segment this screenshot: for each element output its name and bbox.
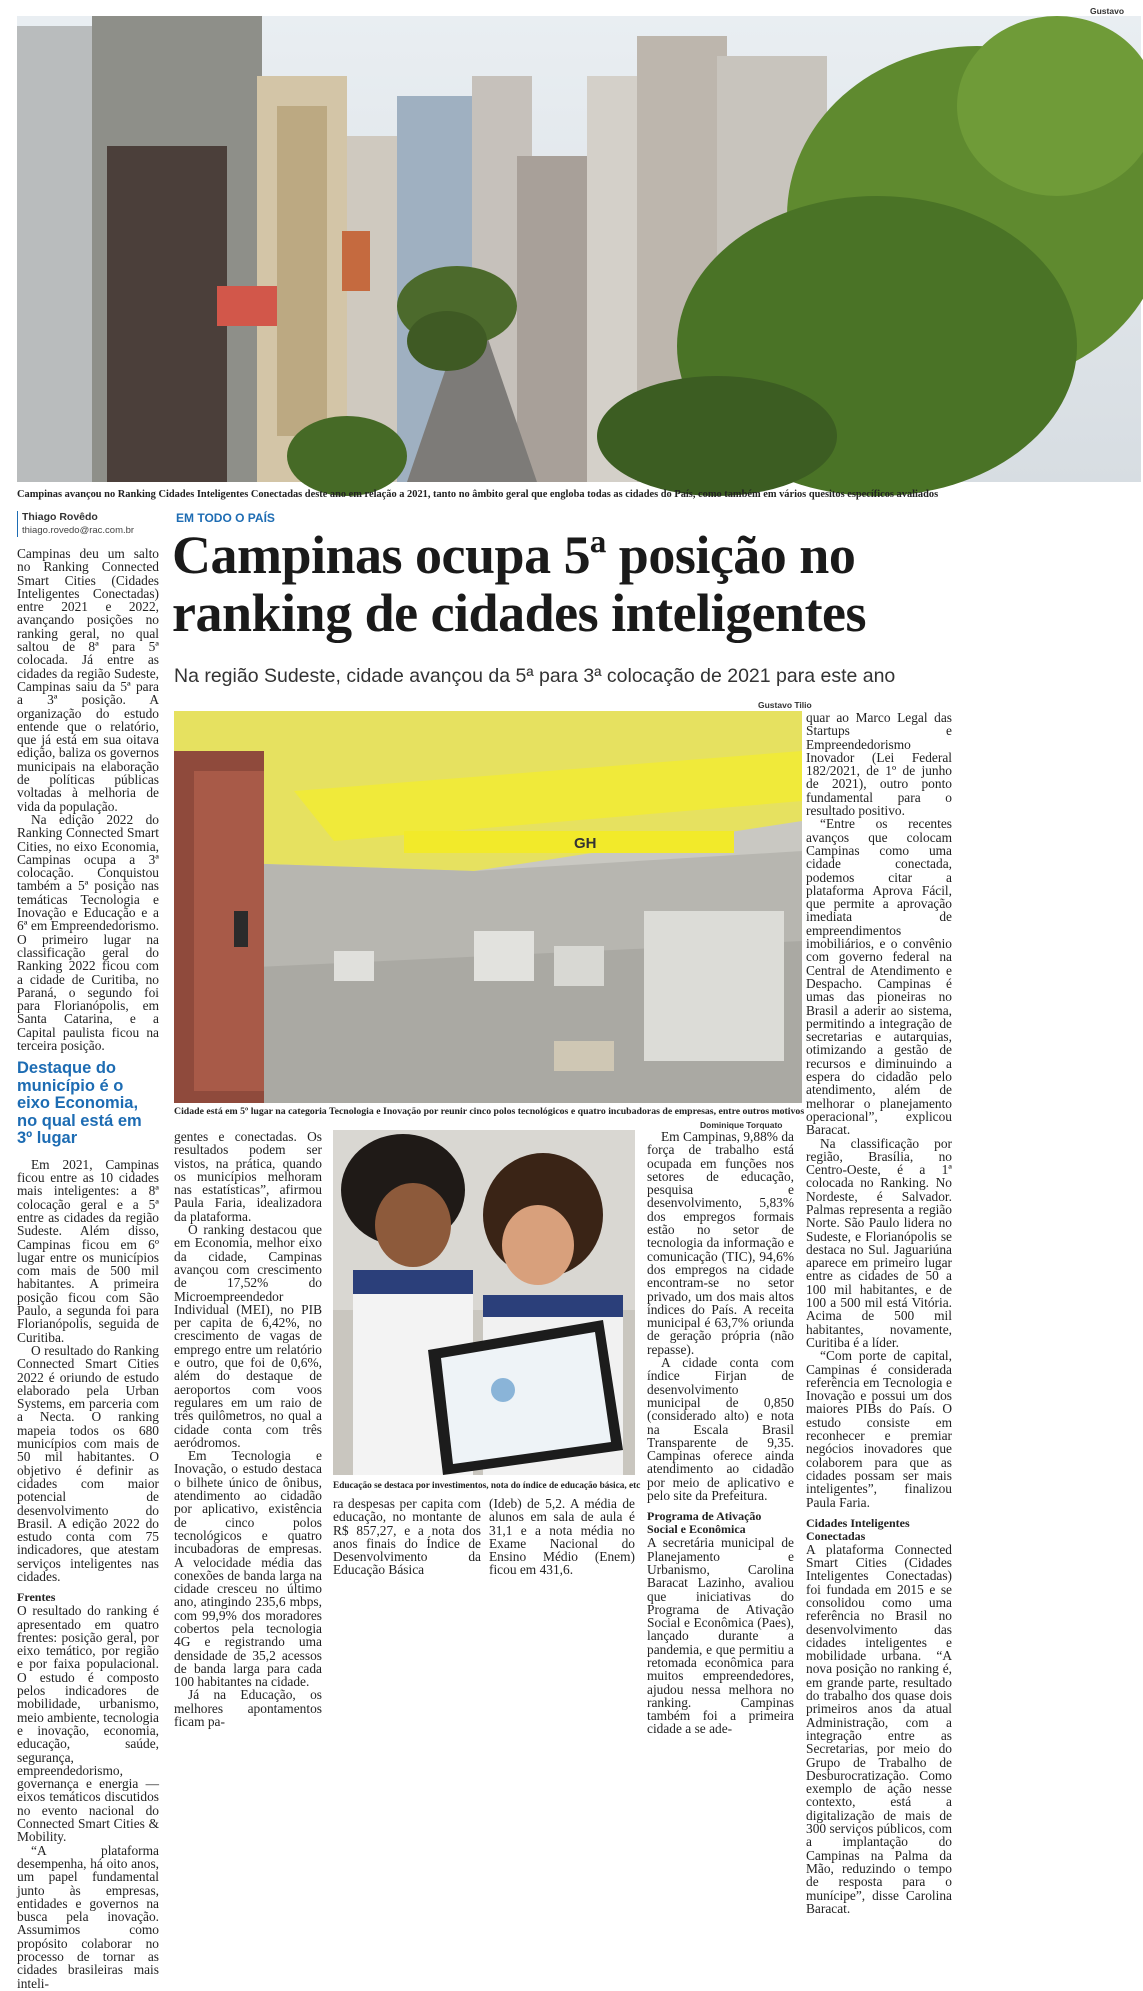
- byline-author: Thiago Rovêdo: [22, 511, 98, 523]
- col5-paragraph: Em Campinas, 9,88% da força de trabalho está ocupada em funções nos setores de educação, pesquisa e desenvolvimento, 5,83% dos empregos formais estão no setor de tecnologia da informação e comunicação (TIC), 94,6% dos empregos na cidade encontram-se no setor privado, um dos mais altos índices do País. A receita municipal é 63,7% oriunda de geração própria (não repasse).: [647, 1129, 794, 1357]
- article-column-6: [806, 710, 952, 1916]
- col2-paragraph: O ranking destacou que em Economia, melhor eixo da cidade, Campinas avançou com crescimento de 17,52% do Microempreendedor Individual (MEI), no PIB per capita de 6,42%, no crescimento de vagas de emprego entre um relatório e outro, que foi de 0,6%, além do destaque de aeroportos com voos regulares em um raio de três quilômetros, no qual a cidade conta com três aeródromos.: [174, 1222, 322, 1450]
- subhead-cidades: Cidades Inteligentes Conectadas: [806, 1515, 910, 1543]
- subheadline: Na região Sudeste, cidade avançou da 5ª para 3ª colocação de 2021 para este ano: [174, 665, 896, 687]
- edu-photo-students: [333, 1130, 635, 1475]
- article-column-3: [333, 1497, 481, 1859]
- article-column-4: [489, 1497, 635, 1859]
- headline: [172, 526, 1142, 642]
- crane-beam: [404, 831, 734, 853]
- highlight-subhead: Destaque do município é o eixo Economia, no qual está em 3º lugar: [17, 1059, 142, 1148]
- headline-line1: Campinas ocupa 5ª posição no: [172, 525, 856, 585]
- col2-paragraph: Em Tecnologia e Inovação, o estudo destaca o bilhete único de ônibus, atendimento ao cidadão por aplicativo, existência de cinco polos tecnológicos e quatro incubadoras de empresas. A velocidade média das conexões de banda larga na cidade cresceu no último ano, atingindo 235,6 mbps, com 99,9% dos moradores cobertos pela tecnologia 4G e registrando uma densidade de 35,2 acessos de banda larga para cada 100 habitantes na cidade.: [174, 1448, 322, 1690]
- subhead-frentes: Frentes: [17, 1590, 56, 1605]
- col5-paragraph: A secretária municipal de Planejamento e Urbanismo, Carolina Baracat Lazinho, avaliou que iniciativas do Programa de Ativação Social e Econômica (Paes), lançado durante a pandemia, e que permitiu a retomada econômica para muitos empreendedores, ajudou nessa melhora no ranking. Campinas também foi a primeira cidade a se ade-: [647, 1535, 794, 1737]
- col6-paragraph: “Com porte de capital, Campinas é considerada referência em Tecnologia e Inovação e possui um dos maiores PIBs do País. O estudo consiste em reconhecer e premiar negócios inovadores que colaborem para que as cidades possam ser mais inteligentes”, finalizou Paula Faria.: [806, 1348, 952, 1510]
- top-photo-credit: Gustavo: [1090, 6, 1125, 16]
- col6-paragraph: “Entre os recentes avanços que colocam Campinas como uma cidade conectada, podemos citar a plataforma Aprova Fácil, que permite a aprovação imediata de empreendimentos imobiliários, e o convênio com governo federal na Central de Atendimento e Despacho. Campinas é umas das pioneiras no Brasil a aderir ao sistema, permitindo a integração de secretarias e autarquias, otimizando a gestão de recursos e diminuindo a espera do cidadão pelo atendimento, além de melhorar o planejamento operacional”, explicou Baracat.: [806, 816, 952, 1138]
- col2-paragraph: gentes e conectadas. Os resultados podem ser vistos, na prática, quando os municípios melhoram nas estatísticas”, afirmou Paula Faria, idealizadora da plataforma.: [174, 1129, 322, 1224]
- col1-paragraph: Campinas deu um salto no Ranking Connected Smart Cities (Cidades Inteligentes Conectadas) entre 2021 e 2022, avançando posições no ranking geral, no qual saltou de 8ª para 5ª colocada. Já entre as cidades da região Sudeste, Campinas saiu da 5ª para a 3ª posição. A organização do estudo entende que o relatório, que já está em sua oitava edição, baliza os governos municipais na elaboração de políticas públicas voltadas à melhoria de vida da população.: [17, 546, 159, 814]
- lab-photo-credit: Gustavo Tilio: [758, 700, 812, 710]
- byline-rule: [17, 511, 18, 537]
- col1-paragraph: Em 2021, Campinas ficou entre as 10 cidades mais inteligentes: a 8ª colocação geral e a 5ª entre as cidades da região Sudeste. Além disso, Campinas ficou em 6º lugar entre os municípios com mais de 500 mil habitantes. A primeira posição ficou com São Paulo, a segunda foi para Florianópolis, seguida de Curitiba.: [17, 1156, 159, 1345]
- article-column-5: [647, 1130, 794, 1859]
- byline-email: thiago.rovedo@rac.com.br: [22, 525, 135, 536]
- crane-label: GH: [574, 835, 597, 852]
- lab-photo-sirius: [174, 711, 802, 1103]
- col5-paragraph: A cidade conta com índice Firjan de desenvolvimento municipal de 0,850 (considerado alto) e nota na Escala Brasil Transparente de 9,35. Campinas oferece ainda atendimento ao cidadão por meio de aplicativo e pelo site da Prefeitura.: [647, 1355, 794, 1504]
- edu-photo-credit: Dominique Torquato: [700, 1120, 783, 1130]
- edu-photo-caption: Educação se destaca por investimentos, nota do índice de educação básica, etc: [333, 1481, 641, 1491]
- col3-paragraph: ra despesas per capita com educação, no montante de R$ 857,27, e a nota dos anos finais do Índice de Desenvolvimento da Educação Básica: [333, 1496, 481, 1578]
- col4-paragraph: (Ideb) de 5,2. A média de alunos em sala de aula é 31,1 e a nota média no Exame Nacional do Ensino Médio (Enem) ficou em 431,6.: [489, 1496, 635, 1578]
- col1-paragraph: “A plataforma desempenha, há oito anos, um papel fundamental junto às empresas, entidades e governos na busca pela inovação. Assumimos como propósito colaborar no processo de tornar as cidades brasileiras mais inteli-: [17, 1842, 159, 1991]
- col1-paragraph: O resultado do Ranking Connected Smart Cities 2022 é oriundo de estudo elaborado pela Urban Systems, em parceria com a Necta. O ranking mapeia todos os 680 municípios com mais de 50 mil habitantes. O objetivo é definir as cidades com maior potencial de desenvolvimento do Brasil. A edição 2022 do estudo conta com 75 indicadores, que atestam serviços inteligentes nas cidades.: [17, 1342, 159, 1584]
- col1-paragraph: O resultado do ranking é apresentado em quatro frentes: posição geral, por eixo temático, por região e por faixa populacional. O estudo é composto pelos indicadores de mobilidade, urbanismo, meio ambiente, tecnologia e inovação, economia, educação, saúde, segurança, empreendedorismo, governança e energia — eixos temáticos discutidos no evento nacional do Connected Smart Cities & Mobility.: [17, 1603, 159, 1845]
- article-column-2: [174, 1130, 322, 1859]
- article-column-1: [17, 546, 159, 1991]
- top-photo-caption: Campinas avançou no Ranking Cidades Inteligentes Conectadas deste ano em relação a 2021, tanto no âmbito geral que engloba todas as cidades do País, como também em vários quesitos específicos avaliados: [17, 489, 939, 500]
- col6-paragraph: quar ao Marco Legal das Startups e Empreendedorismo Inovador (Lei Federal 182/2021, de 1º de junho de 2021), outro ponto fundamental para o resultado positivo.: [806, 710, 952, 819]
- subhead-programa: Programa de Ativação Social e Econômica: [647, 1509, 762, 1537]
- section-label: EM TODO O PAÍS: [176, 511, 275, 525]
- top-photo-city-street: [17, 16, 1141, 482]
- col2-paragraph: Já na Educação, os melhores apontamentos ficam pa-: [174, 1687, 322, 1730]
- col1-paragraph: Na edição 2022 do Ranking Connected Smart Cities, no eixo Economia, Campinas ocupa a 3ª colocação. Conquistou também a 5ª posição nas temáticas Tecnologia e Inovação e Educação e a 6ª em Empreendedorismo. O primeiro lugar na classificação geral do Ranking 2022 ficou com a cidade de Curitiba, no Paraná, o segundo foi para Florianópolis, em Santa Catarina, e a Capital paulista ficou na terceira posição.: [17, 811, 159, 1053]
- lab-photo-caption: Cidade está em 5º lugar na categoria Tecnologia e Inovação por reunir cinco polos tecnológicos e quatro incubadoras de empresas, entre outros motivos: [174, 1106, 805, 1117]
- col6-paragraph: A plataforma Connected Smart Cities (Cidades Inteligentes Conectadas) foi fundada em 2015 e se consolidou como uma referência no Brasil no desenvolvimento das cidades inteligentes e mobilidade urbana. “A nova posição no ranking é, em grande parte, resultado do trabalho dos quase dois primeiros anos da atual Administração, com a integração entre as Secretarias, por meio do Grupo de Trabalho de Desburocratização. Como exemplo de ação nesse contexto, está a digitalização de mais de 300 serviços públicos, com a implantação do Campinas na Palma da Mão, reduzindo o tempo de resposta para o munícipe”, disse Carolina Baracat.: [806, 1541, 952, 1916]
- col6-paragraph: Na classificação por região, Brasília, no Centro-Oeste, é a 1ª colocada no Ranking. No Nordeste, é Salvador. Palmas representa a região Norte. São Paulo lidera no Sudeste, e Florianópolis se destaca no Sul. Jaguariúna aparece em primeiro lugar entre as cidades de 50 a 100 mil habitantes, e de 100 a 500 mil está Vitória. Acima de 500 mil habitantes, novamente, Curitiba é a líder.: [806, 1135, 952, 1350]
- headline-line2: ranking de cidades inteligentes: [172, 583, 867, 643]
